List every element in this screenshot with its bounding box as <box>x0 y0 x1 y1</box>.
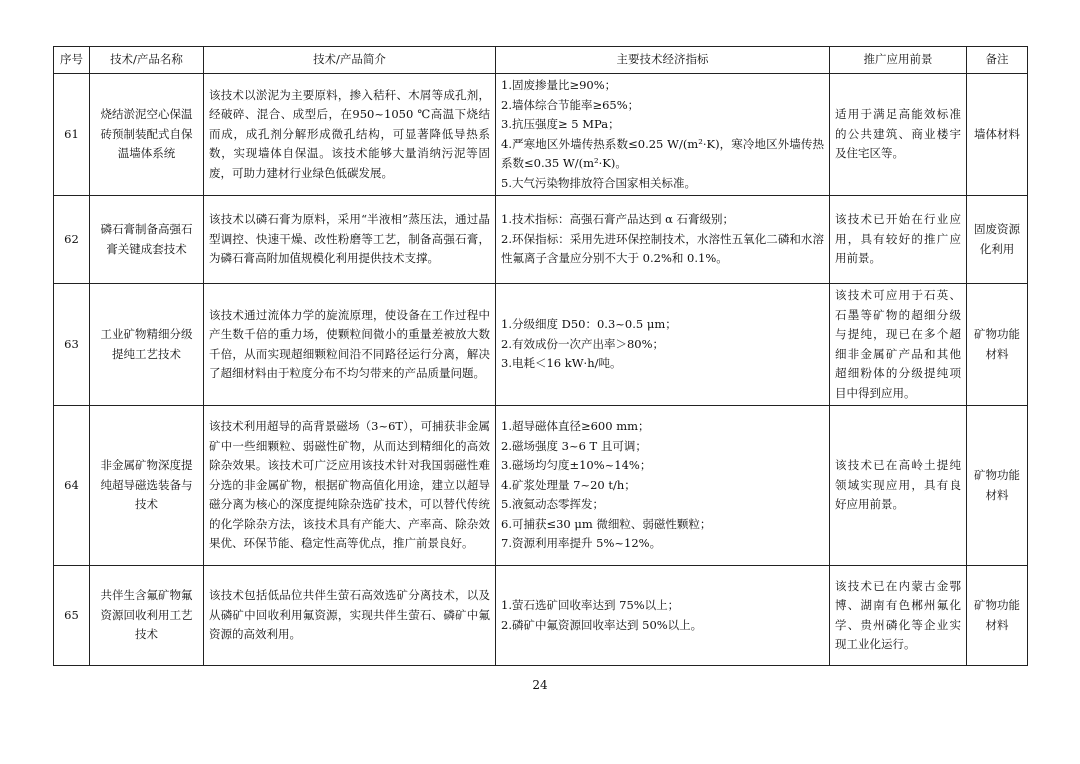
tech-prospect: 该技术已在高岭土提纯领域实现应用，具有良好应用前景。 <box>830 406 967 566</box>
tech-indicators: 1.技术指标：高强石膏产品达到 α 石膏级别； 2.环保指标：采用先进环保控制技术，水溶性五氧化二磷和水溶性氟离子含量应分别不大于 0.2%和 0.1%。 <box>496 196 830 284</box>
row-number: 61 <box>54 74 90 196</box>
tech-remark: 矿物功能材料 <box>967 284 1028 406</box>
tech-intro: 该技术通过流体力学的旋流原理，使设备在工作过程中产生数千倍的重力场，使颗粒间微小的重量差被放大数千倍，从而实现超细颗粒间沿不同路径运行分离，解决了超细材料由于粒度分布不均匀带来的产品质量问题。 <box>204 284 496 406</box>
tech-prospect: 适用于满足高能效标准的公共建筑、商业楼宇及住宅区等。 <box>830 74 967 196</box>
tech-indicators: 1.超导磁体直径≥600 mm； 2.磁场强度 3~6 T 且可调； 3.磁场均匀度±10%~14%； 4.矿浆处理量 7~20 t/h； 5.液氦动态零挥发； 6.可捕获≤30 μm 微细粒、弱磁性颗粒； 7.资源利用率提升 5%~12%。 <box>496 406 830 566</box>
tech-indicators: 1.分级细度 D50：0.3~0.5 μm； 2.有效成份一次产出率＞80%； 3.电耗＜16 kW·h/吨。 <box>496 284 830 406</box>
tech-intro: 该技术包括低品位共伴生萤石高效选矿分离技术，以及从磷矿中回收利用氟资源，实现共伴生萤石、磷矿中氟资源的高效利用。 <box>204 566 496 666</box>
tech-name: 共伴生含氟矿物氟资源回收利用工艺技术 <box>90 566 204 666</box>
row-number: 62 <box>54 196 90 284</box>
header-remark: 备注 <box>967 47 1028 74</box>
tech-name: 工业矿物精细分级提纯工艺技术 <box>90 284 204 406</box>
table-row <box>54 74 1028 196</box>
table-row <box>54 566 1028 666</box>
tech-prospect: 该技术已开始在行业应用，具有较好的推广应用前景。 <box>830 196 967 284</box>
tech-intro: 该技术以淤泥为主要原料，掺入秸秆、木屑等成孔剂，经破碎、混合、成型后，在950~1050 ℃高温下烧结而成，成孔剂分解形成微孔结构，可显著降低导热系数，实现墙体自保温。该技术能够大量消纳污泥等固废，可助力建材行业绿色低碳发展。 <box>204 74 496 196</box>
header-intro: 技术/产品简介 <box>204 47 496 74</box>
tech-name: 烧结淤泥空心保温砖预制装配式自保温墙体系统 <box>90 74 204 196</box>
tech-indicators: 1.固废掺量比≥90%； 2.墙体综合节能率≥65%； 3.抗压强度≥ 5 MPa； 4.严寒地区外墙传热系数≤0.25 W/(m²·K)，寒冷地区外墙传热系数≤0.35 W/(m²·K)。 5.大气污染物排放符合国家相关标准。 <box>496 74 830 196</box>
technology-table <box>53 46 1028 666</box>
table-row <box>54 406 1028 566</box>
header-name: 技术/产品名称 <box>90 47 204 74</box>
tech-prospect: 该技术可应用于石英、石墨等矿物的超细分级与提纯，现已在多个超细非金属矿产品和其他超细粉体的分级提纯项目中得到应用。 <box>830 284 967 406</box>
table-row <box>54 284 1028 406</box>
table-header-row <box>54 47 1028 74</box>
header-no: 序号 <box>54 47 90 74</box>
header-indicators: 主要技术经济指标 <box>496 47 830 74</box>
row-number: 63 <box>54 284 90 406</box>
tech-remark: 墙体材料 <box>967 74 1028 196</box>
tech-intro: 该技术利用超导的高背景磁场（3~6T），可捕获非金属矿中一些细颗粒、弱磁性矿物，从而达到精细化的高效除杂效果。该技术可广泛应用该技术针对我国弱磁性难分选的非金属矿物，根据矿物高值化用途，建立以超导磁分离为核心的深度提纯除杂选矿技术，可以替代传统的化学除杂方法，该技术具有产能大、产率高、除杂效果优、环保节能、稳定性高等优点，推广前景良好。 <box>204 406 496 566</box>
tech-name: 磷石膏制备高强石膏关键成套技术 <box>90 196 204 284</box>
tech-indicators: 1.萤石选矿回收率达到 75%以上； 2.磷矿中氟资源回收率达到 50%以上。 <box>496 566 830 666</box>
tech-remark: 固废资源化利用 <box>967 196 1028 284</box>
table-row <box>54 196 1028 284</box>
header-prospect: 推广应用前景 <box>830 47 967 74</box>
tech-name: 非金属矿物深度提纯超导磁选装备与技术 <box>90 406 204 566</box>
tech-intro: 该技术以磷石膏为原料，采用“半液相”蒸压法，通过晶型调控、快速干燥、改性粉磨等工艺，制备高强石膏，为磷石膏高附加值规模化利用提供技术支撑。 <box>204 196 496 284</box>
tech-prospect: 该技术已在内蒙古金鄂博、湖南有色郴州氟化学、贵州磷化等企业实现工业化运行。 <box>830 566 967 666</box>
tech-remark: 矿物功能材料 <box>967 406 1028 566</box>
page-number: 24 <box>532 678 548 692</box>
tech-remark: 矿物功能材料 <box>967 566 1028 666</box>
row-number: 65 <box>54 566 90 666</box>
row-number: 64 <box>54 406 90 566</box>
